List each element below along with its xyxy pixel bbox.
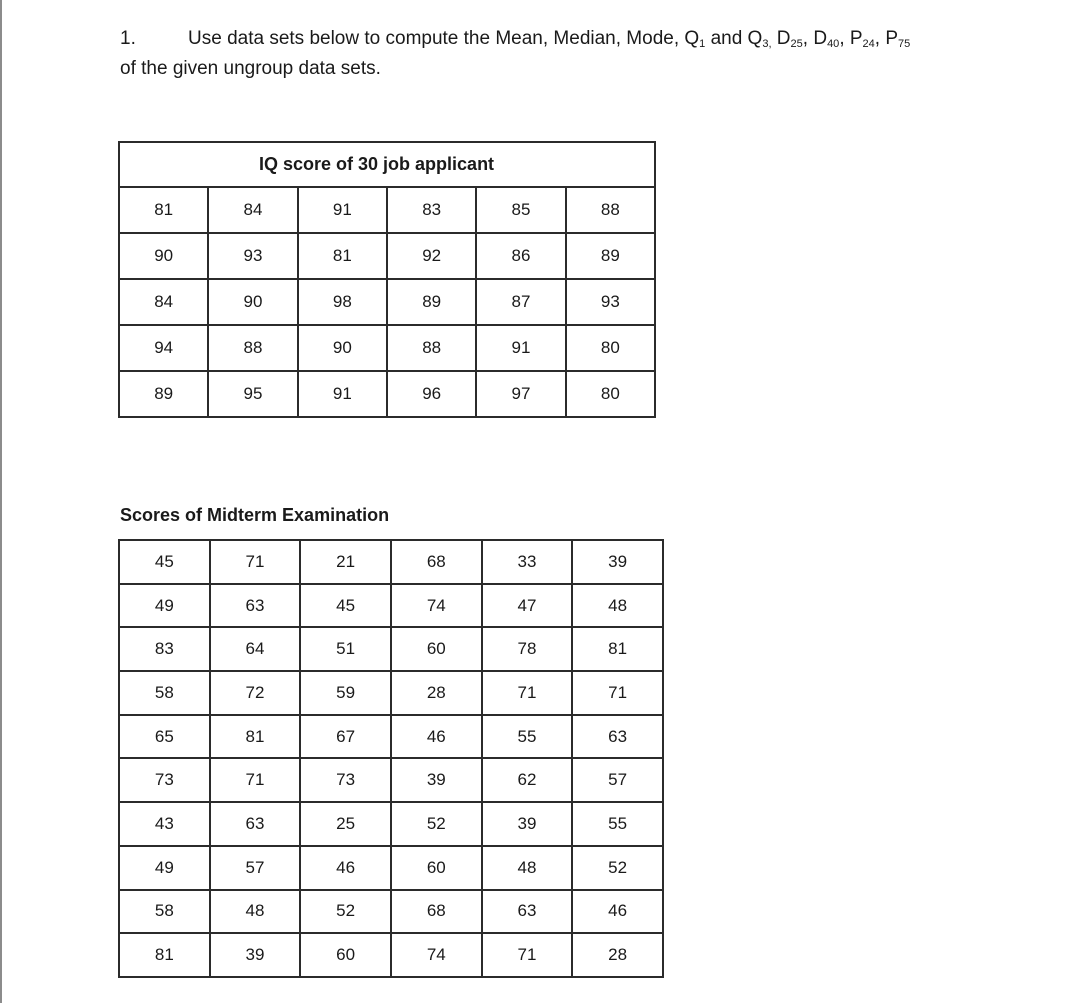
table-cell: 81	[119, 187, 208, 233]
table-cell: 58	[119, 890, 210, 934]
table-cell: 46	[300, 846, 391, 890]
table-cell: 85	[476, 187, 565, 233]
table-cell: 60	[391, 627, 482, 671]
table-cell: 52	[572, 846, 663, 890]
table-cell: 89	[119, 371, 208, 417]
table-cell: 48	[210, 890, 301, 934]
table-cell: 64	[210, 627, 301, 671]
midterm-table-row	[119, 671, 663, 715]
page-edge	[0, 0, 2, 1003]
table-cell: 95	[208, 371, 297, 417]
question-text-line2: of the given ungroup data sets.	[120, 58, 381, 79]
table-cell: 91	[298, 371, 387, 417]
table-cell: 67	[300, 715, 391, 759]
iq-table-title: IQ score of 30 job applicant	[119, 142, 655, 187]
table-cell: 92	[387, 233, 476, 279]
table-cell: 46	[391, 715, 482, 759]
table-cell: 81	[119, 933, 210, 977]
d25-subscript: 25	[790, 38, 803, 50]
table-cell: 28	[391, 671, 482, 715]
table-cell: 39	[210, 933, 301, 977]
table-cell: 48	[482, 846, 573, 890]
table-cell: 81	[298, 233, 387, 279]
table-cell: 60	[391, 846, 482, 890]
table-cell: 80	[566, 371, 655, 417]
p-label-2: , P	[874, 28, 899, 49]
midterm-table-row	[119, 933, 663, 977]
table-cell: 48	[572, 584, 663, 628]
table-cell: 63	[210, 584, 301, 628]
table-cell: 84	[119, 279, 208, 325]
iq-table-row	[119, 371, 655, 417]
table-cell: 46	[572, 890, 663, 934]
midterm-table-row	[119, 890, 663, 934]
table-cell: 71	[572, 671, 663, 715]
table-cell: 97	[476, 371, 565, 417]
table-cell: 73	[300, 758, 391, 802]
table-cell: 63	[210, 802, 301, 846]
table-cell: 57	[210, 846, 301, 890]
midterm-table-row	[119, 846, 663, 890]
table-cell: 83	[387, 187, 476, 233]
table-cell: 49	[119, 584, 210, 628]
table-cell: 93	[566, 279, 655, 325]
iq-score-table	[118, 141, 656, 418]
table-cell: 45	[119, 540, 210, 584]
midterm-score-table	[118, 539, 664, 978]
table-cell: 63	[482, 890, 573, 934]
question-text	[120, 28, 910, 50]
q1-subscript: 1	[699, 38, 706, 50]
table-cell: 39	[572, 540, 663, 584]
table-cell: 68	[391, 540, 482, 584]
midterm-table-row	[119, 715, 663, 759]
table-cell: 80	[566, 325, 655, 371]
question-intro: Use data sets below to compute the Mean, Median, Mode, Q	[188, 28, 700, 49]
midterm-table-title: Scores of Midterm Examination	[120, 505, 390, 525]
table-cell: 71	[482, 933, 573, 977]
table-cell: 81	[210, 715, 301, 759]
table-cell: 45	[300, 584, 391, 628]
table-cell: 94	[119, 325, 208, 371]
table-cell: 60	[300, 933, 391, 977]
table-cell: 88	[387, 325, 476, 371]
table-cell: 52	[391, 802, 482, 846]
table-cell: 71	[210, 758, 301, 802]
table-cell: 74	[391, 584, 482, 628]
d-label: D	[771, 28, 791, 49]
iq-table-row	[119, 279, 655, 325]
table-cell: 88	[566, 187, 655, 233]
table-cell: 58	[119, 671, 210, 715]
table-cell: 89	[566, 233, 655, 279]
table-cell: 71	[210, 540, 301, 584]
table-cell: 47	[482, 584, 573, 628]
table-cell: 49	[119, 846, 210, 890]
q3-subscript: 3,	[762, 38, 772, 50]
table-cell: 91	[298, 187, 387, 233]
table-cell: 90	[208, 279, 297, 325]
midterm-table-row	[119, 540, 663, 584]
d-label-2: , D	[802, 28, 828, 49]
iq-table-row	[119, 233, 655, 279]
table-cell: 93	[208, 233, 297, 279]
table-cell: 78	[482, 627, 573, 671]
table-cell: 62	[482, 758, 573, 802]
table-cell: 39	[482, 802, 573, 846]
midterm-table-row	[119, 802, 663, 846]
table-cell: 72	[210, 671, 301, 715]
table-cell: 68	[391, 890, 482, 934]
table-cell: 55	[572, 802, 663, 846]
table-cell: 65	[119, 715, 210, 759]
table-cell: 28	[572, 933, 663, 977]
table-cell: 86	[476, 233, 565, 279]
and-q-text: and Q	[705, 28, 763, 49]
midterm-table-row	[119, 584, 663, 628]
table-cell: 90	[298, 325, 387, 371]
table-cell: 83	[119, 627, 210, 671]
table-cell: 33	[482, 540, 573, 584]
table-cell: 74	[391, 933, 482, 977]
table-cell: 84	[208, 187, 297, 233]
table-cell: 52	[300, 890, 391, 934]
table-cell: 91	[476, 325, 565, 371]
table-cell: 90	[119, 233, 208, 279]
p75-subscript: 75	[898, 38, 911, 50]
table-cell: 51	[300, 627, 391, 671]
table-cell: 57	[572, 758, 663, 802]
table-cell: 59	[300, 671, 391, 715]
table-cell: 71	[482, 671, 573, 715]
table-cell: 89	[387, 279, 476, 325]
p-label: , P	[839, 28, 863, 49]
question-number: 1.	[120, 28, 136, 49]
table-cell: 39	[391, 758, 482, 802]
table-cell: 63	[572, 715, 663, 759]
midterm-table-row	[119, 627, 663, 671]
table-cell: 25	[300, 802, 391, 846]
table-cell: 88	[208, 325, 297, 371]
table-cell: 81	[572, 627, 663, 671]
iq-table-row	[119, 187, 655, 233]
table-cell: 98	[298, 279, 387, 325]
table-cell: 55	[482, 715, 573, 759]
d40-subscript: 40	[827, 38, 840, 50]
table-cell: 21	[300, 540, 391, 584]
midterm-table-row	[119, 758, 663, 802]
p24-subscript: 24	[862, 38, 875, 50]
table-cell: 87	[476, 279, 565, 325]
table-cell: 73	[119, 758, 210, 802]
table-cell: 96	[387, 371, 476, 417]
table-cell: 43	[119, 802, 210, 846]
iq-table-row	[119, 325, 655, 371]
